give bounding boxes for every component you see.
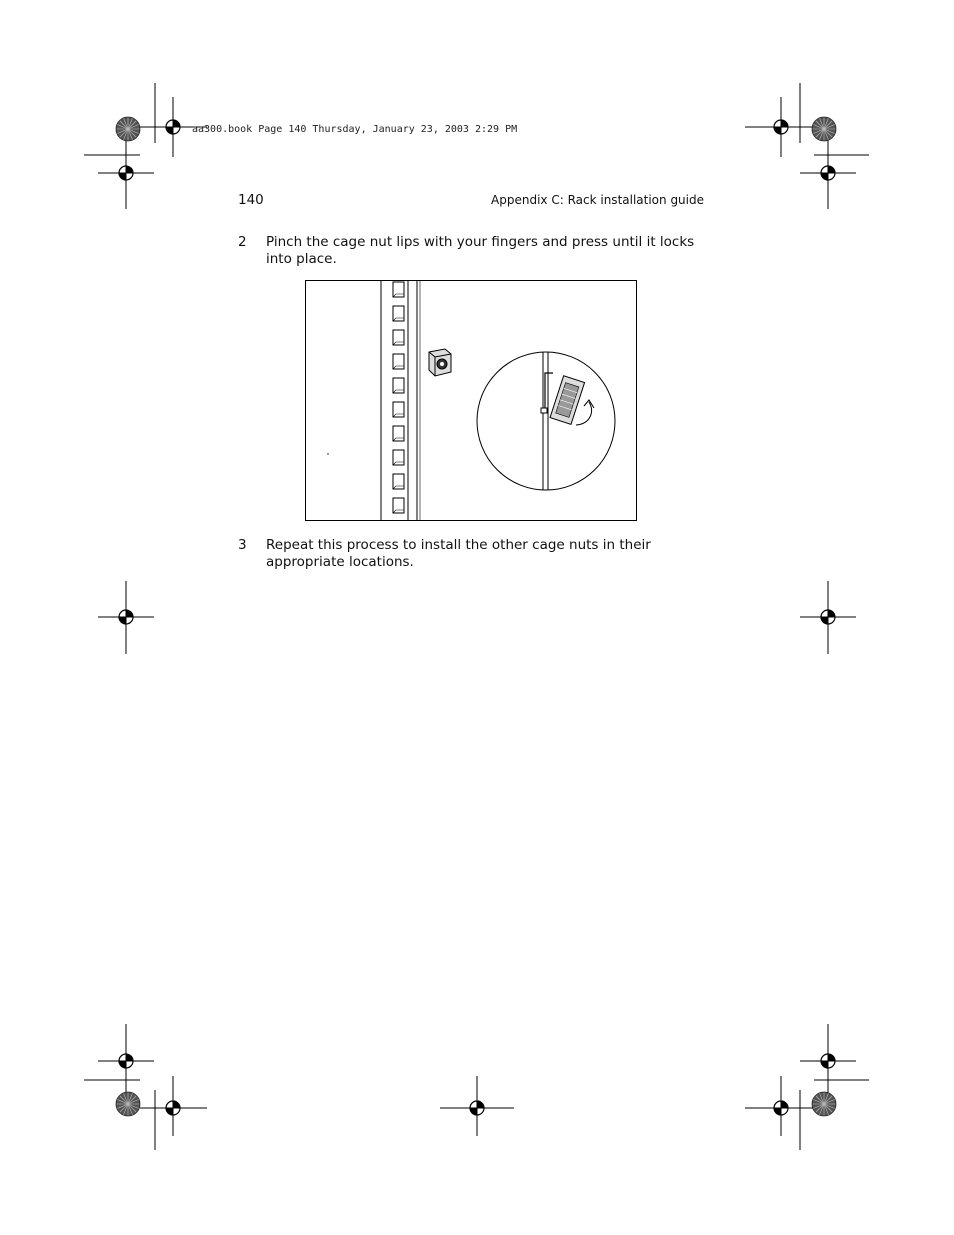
detail-magnifier-icon — [477, 352, 615, 490]
step-text: Pinch the cage nut lips with your fingers and press until it locks into place. — [266, 234, 695, 267]
cage-nut-illustration — [305, 280, 637, 521]
step-text: Repeat this process to install the other cage nuts in their appropriate locations. — [266, 537, 651, 570]
step-item — [238, 537, 708, 577]
page-number: 140 — [238, 192, 264, 208]
step-number: 3 — [238, 537, 247, 553]
running-head: Appendix C: Rack installation guide — [491, 193, 704, 207]
print-slug-line: aa300.book Page 140 Thursday, January 23, 2003 2:29 PM — [192, 124, 518, 135]
step-item — [238, 234, 708, 274]
page-header — [238, 192, 704, 212]
step-number: 2 — [238, 234, 247, 250]
cage-nut-icon — [429, 349, 451, 376]
